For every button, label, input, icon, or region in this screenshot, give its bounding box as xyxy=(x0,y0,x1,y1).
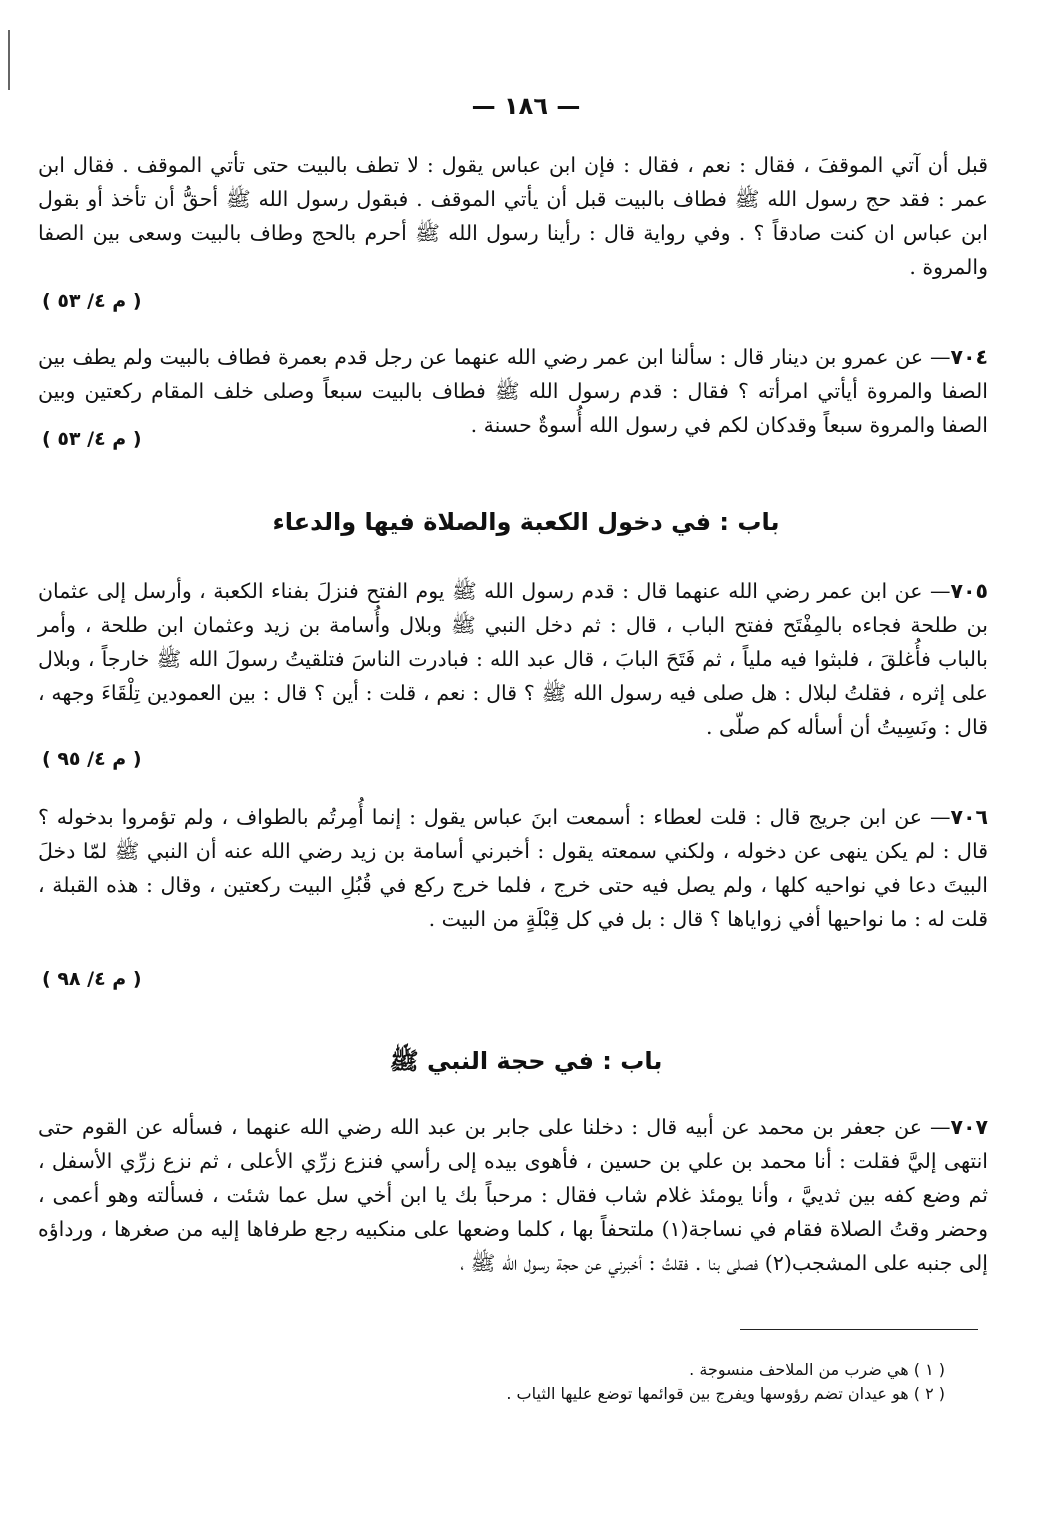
hadith-number: ٧٠٦ xyxy=(950,805,988,829)
hadith-704 xyxy=(38,340,988,442)
hadith-number: ٧٠٤ xyxy=(950,345,988,369)
hadith-text: — عن ابن عمر رضي الله عنهما قال : قدم رسول الله ﷺ يوم الفتح فنزلَ بفناء الكعبة ، وأرسل إلى عثمان بن طلحة فجاءه بالمِفْتَح ففتح الباب ، قال : ثم دخل النبي ﷺ وبلال وأُسامة بن زيد وعثمان ابن طلحة ، وأمر بالباب فأُغلقَ ، فلبثوا فيه ملياً ، ثم فَتَحَ البابَ ، قال عبد الله : فبادرت الناسَ فتلقيتُ رسولَ الله ﷺ خارجاً ، وبلال على إثره ، فقلتُ لبلال : هل صلى فيه رسول الله ﷺ ؟ قال : نعم ، قلت : أين ؟ قال : بين العمودين تِلْقَاءَ وجهه ، قال : ونَسِيتُ أن أسأله كم صلّى . xyxy=(38,579,988,739)
hadith-706-reference: ( م ٤/ ٩٨ ) xyxy=(42,968,142,990)
chapter-heading-hajj: باب : في حجة النبي ﷺ xyxy=(389,1047,663,1075)
hadith-704-reference: ( م ٤/ ٥٣ ) xyxy=(42,428,142,450)
hadith-707 xyxy=(38,1110,988,1280)
footnote-1: ( ١ ) هي ضرب من الملاحف منسوجة . xyxy=(689,1360,945,1379)
footnote-divider xyxy=(740,1329,978,1330)
hadith-705 xyxy=(38,574,988,744)
intro-reference: ( م ٤/ ٥٣ ) xyxy=(42,290,142,312)
page-number: — ١٨٦ — xyxy=(471,92,581,120)
scan-edge-mark xyxy=(8,30,10,90)
chapter-heading-kaaba: باب : في دخول الكعبة والصلاة فيها والدعاء xyxy=(272,508,780,536)
footnotes xyxy=(400,1358,945,1406)
intro-paragraph xyxy=(38,148,988,284)
hadith-706 xyxy=(38,800,988,936)
hadith-705-reference: ( م ٤/ ٩٥ ) xyxy=(42,748,142,770)
hadith-text: — عن ابن جريج قال : قلت لعطاء : أسمعت ابنَ عباس يقول : إنما أُمِرتُم بالطواف ، ولم تؤمروا بدخوله ؟ قال : لم يكن ينهى عن دخوله ، ولكني سمعته يقول : أخبرني أسامة بن زيد رضي الله عنه أن النبي ﷺ لمّا دخلَ البيتَ دعا في نواحيه كلها ، ولم يصل فيه حتى خرج ، فلما خرج ركع في قُبُلِ البيت ركعتين ، وقال : هذه القبلة ، قلت له : ما نواحيها أفي زواياها ؟ قال : بل في كل قِبْلَةٍ من البيت . xyxy=(38,805,988,931)
hadith-number: ٧٠٧ xyxy=(950,1115,988,1139)
hadith-text: — عن عمرو بن دينار قال : سألنا ابن عمر رضي الله عنهما عن رجل قدم بعمرة فطاف بالبيت ولم يطف بين الصفا والمروة أيأتي امرأته ؟ فقال : قدم رسول الله ﷺ فطاف بالبيت سبعاً وصلى خلف المقام ركعتين وبين الصفا والمروة سبعاً وقدكان لكم في رسول الله أُسوةٌ حسنة . xyxy=(38,345,988,437)
footnote-2: ( ٢ ) هو عيدان تضم رؤوسها ويفرج بين قوائمها توضع عليها الثياب . xyxy=(506,1384,945,1403)
intro-text: قبل أن آتي الموقفَ ، فقال : نعم ، فقال : فإن ابن عباس يقول : لا تطف بالبيت حتى تأتي الموقف . فقال ابن عمر : فقد حج رسول الله ﷺ فطاف بالبيت قبل أن يأتي الموقف . فبقول رسول الله ﷺ أحقُّ أن تأخذ أو بقول ابن عباس ان كنت صادقاً ؟ . وفي رواية قال : رأينا رسول الله ﷺ أحرم بالحج وطاف بالبيت وسعى بين الصفا والمروة . xyxy=(38,153,988,279)
hadith-number: ٧٠٥ xyxy=(950,579,988,603)
hadith-text: — عن جعفر بن محمد عن أبيه قال : دخلنا على جابر بن عبد الله رضي الله عنهما ، فسأله عن القوم حتى انتهى إليَّ فقلت : أنا محمد بن علي بن حسين ، فأهوى بيده إلى رأسي فنزع زرِّي الأعلى ، ثم نزع زرِّي الأسفل ، ثم وضع كفه بين ثدييَّ ، وأنا يومئذ غلام شاب فقال : مرحباً بك يا ابن أخي سل عما شئت ، فسألته وهو أعمى ، وحضر وقتُ الصلاة فقام في نساجة(١) ملتحفاً بها ، كلما وضعها على منكبيه رجع طرفاها إليه من صغرها ، ورداؤه إلى جنبه على المشجب(٢) فصلى بنا . فقلتُ : أخبرني عن حجة رسول الله ﷺ ، xyxy=(38,1115,988,1275)
